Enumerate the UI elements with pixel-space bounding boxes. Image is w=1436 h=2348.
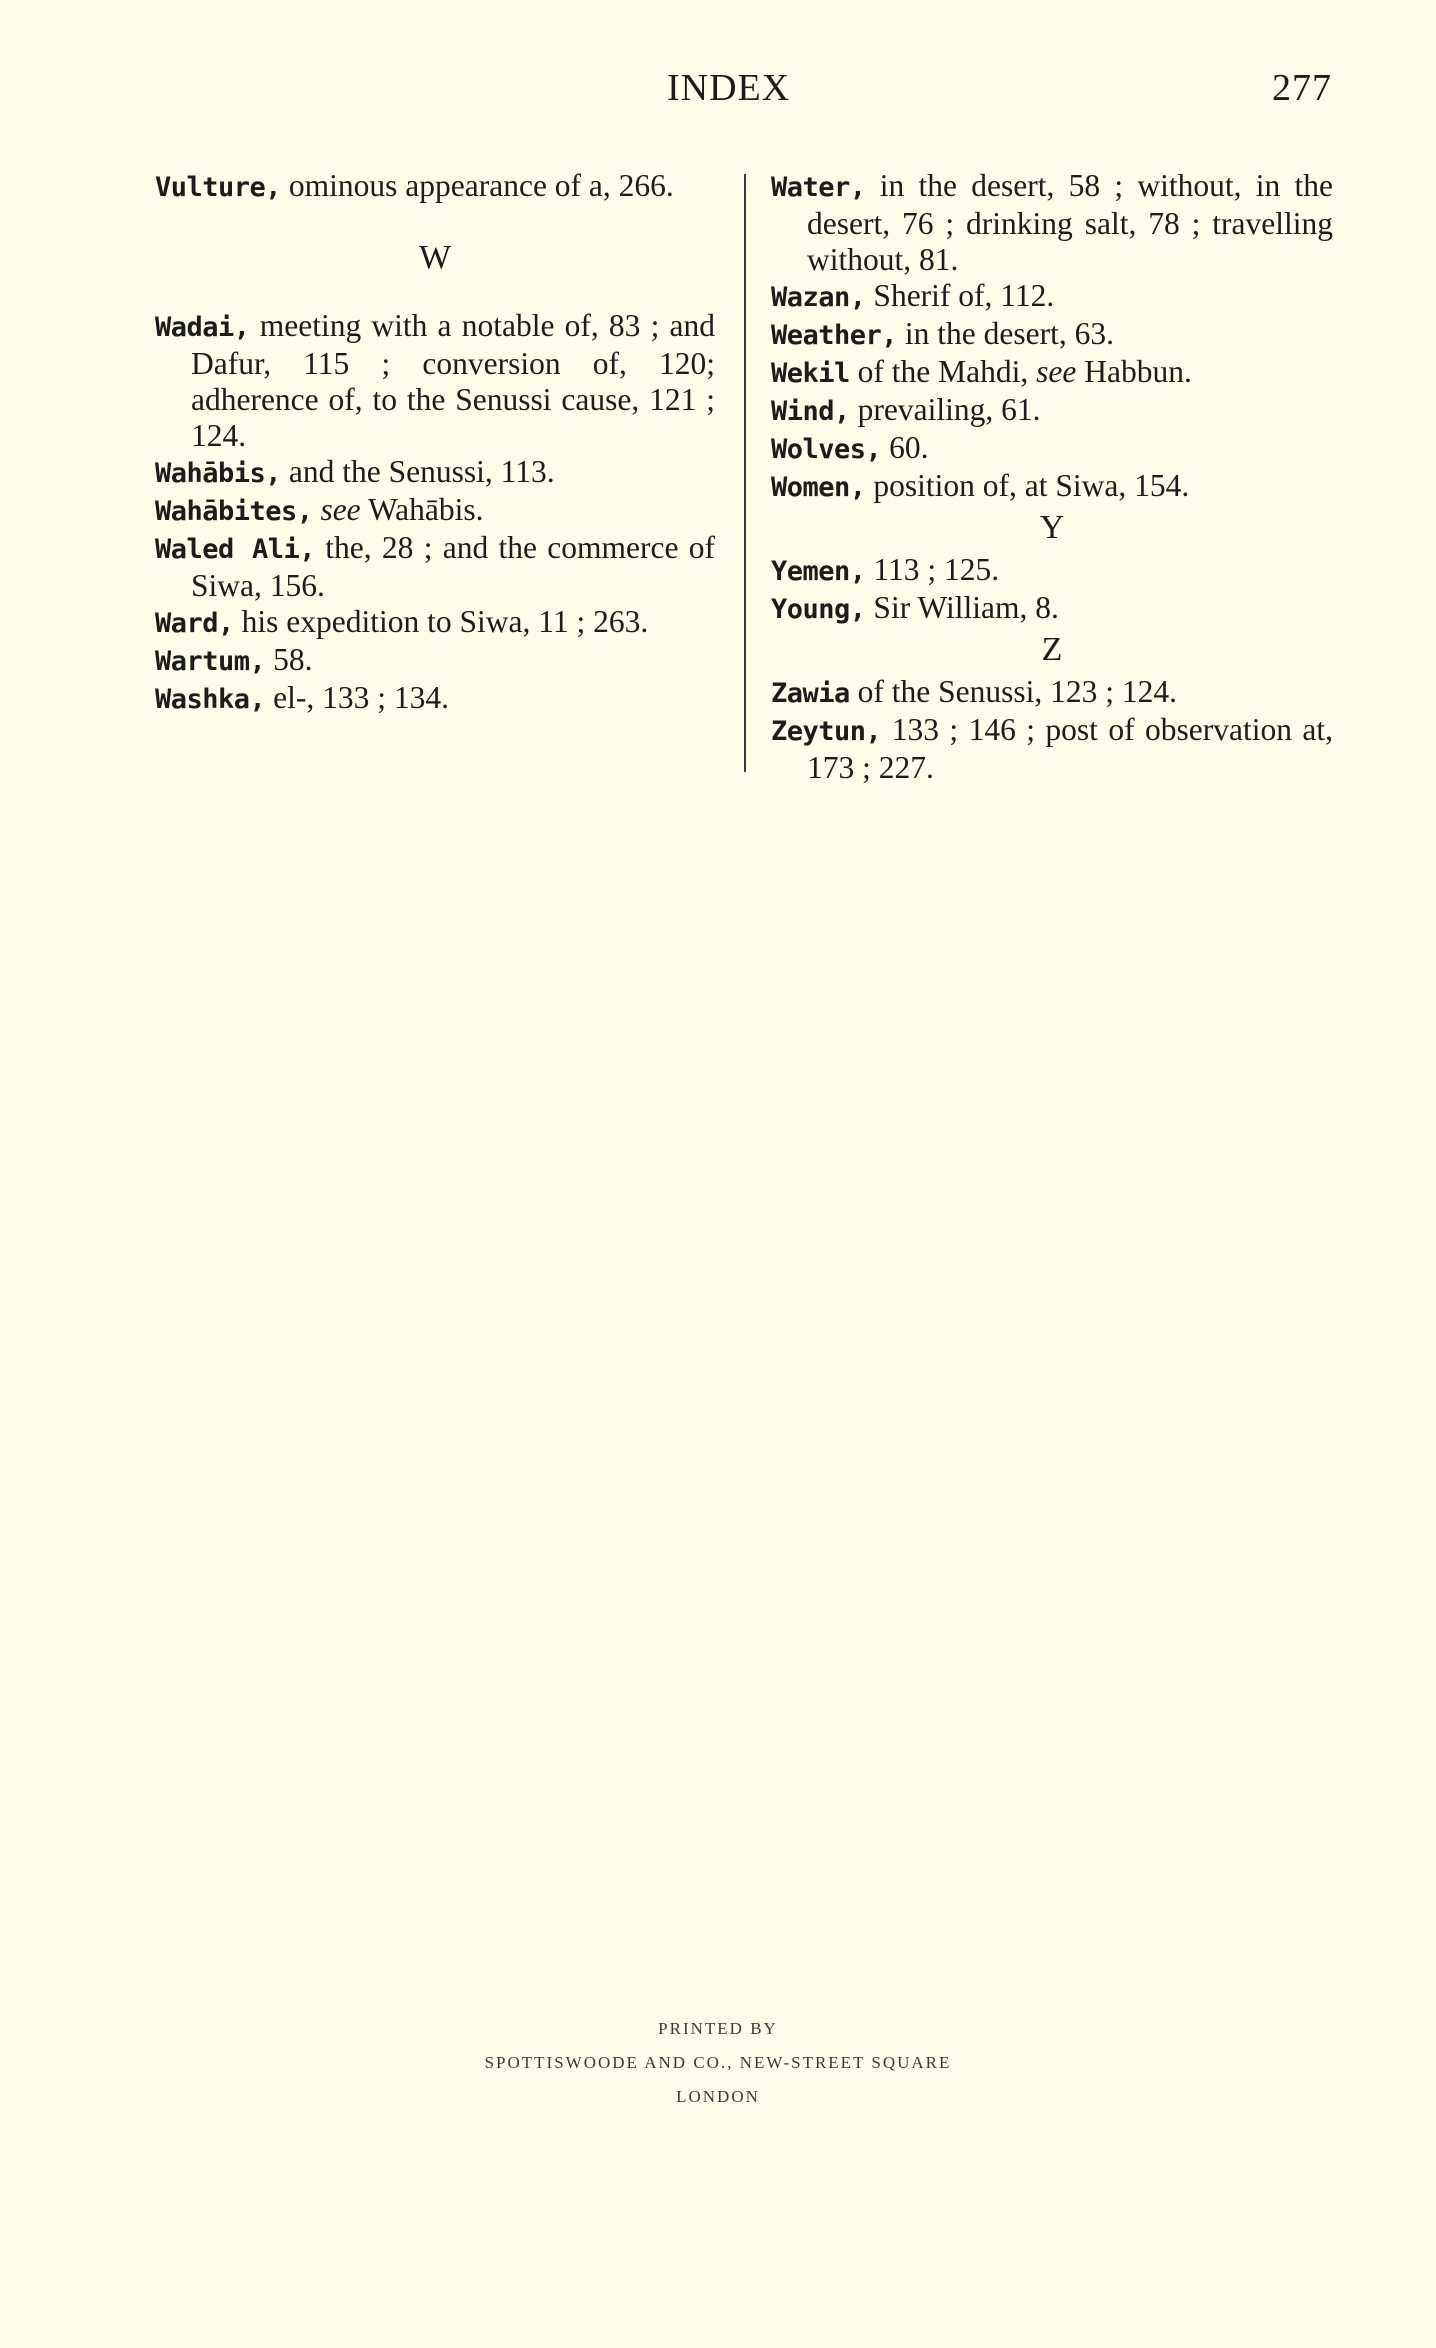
entry-headword: Weather, [771,320,898,351]
entry-headword: Wekil [771,358,850,389]
entry-headword: Women, [771,472,866,503]
index-entry-zeytun [771,712,1333,786]
entry-text: in the desert, 63. [897,316,1114,351]
entry-headword: Wahābites, [155,496,313,527]
running-head [0,66,1436,116]
entry-text: Sherif of, 112. [865,278,1055,313]
index-entry-water [771,168,1333,278]
entry-text: and the Senussi, 113. [281,454,555,489]
index-column-left [155,168,715,718]
entry-text: meeting with a notable of, 83 ; and Dafur, 115 ; conversion of, 120; adherence of, to the Senussi cause, 121 ; 124. [191,308,715,453]
index-entry-wartum [155,642,715,680]
entry-headword: Wahābis, [155,458,282,489]
page-number: 277 [1272,67,1332,109]
index-entry-wolves [771,430,1333,468]
entry-text: 58. [265,642,313,677]
index-entry-wekil [771,354,1333,392]
entry-headword: Water, [771,172,866,203]
entry-headword: Wartum, [155,646,266,677]
section-letter-w: W [418,239,452,276]
entry-headword: Wolves, [771,434,882,465]
entry-text: prevailing, 61. [849,392,1041,427]
printer-imprint [0,2012,1436,2114]
index-entry-ward [155,604,715,642]
imprint-line-3: LONDON [676,2087,760,2106]
entry-headword: Wadai, [155,312,250,343]
entry-text: 133 ; 146 ; post of observation at, 173 ; 227. [807,712,1333,785]
entry-text: Habbun. [1076,354,1192,389]
entry-text: of the Mahdi, [849,354,1037,389]
see-reference: see [1036,354,1077,389]
entry-headword: Zawia [771,678,850,709]
imprint-line-2: SPOTTISWOODE AND CO., NEW-STREET SQUARE [484,2053,952,2072]
entry-headword: Yemen, [771,556,866,587]
index-entry-wind [771,392,1333,430]
entry-text: 60. [881,430,929,465]
entry-text: his expedition to Siwa, 11 ; 263. [233,604,649,639]
entry-headword: Wind, [771,396,850,427]
index-entry-yemen [771,552,1333,590]
index-entry-wahabites [155,492,715,530]
column-divider [744,174,746,772]
entry-text: el-, 133 ; 134. [265,680,450,715]
index-entry-weather [771,316,1333,354]
entry-text: Sir William, 8. [865,590,1059,625]
section-letter-y: Y [1039,509,1065,546]
index-entry-wadai [155,308,715,454]
entry-headword: Vulture, [155,172,282,203]
index-entry-wahabis [155,454,715,492]
index-entry-wazan [771,278,1333,316]
index-entry-women [771,468,1333,506]
entry-headword: Waled Ali, [155,534,315,565]
entry-text: position of, at Siwa, 154. [865,468,1190,503]
entry-text: 113 ; 125. [865,552,1000,587]
entry-headword: Ward, [155,608,234,639]
entry-text: the, 28 ; and the commerce of Siwa, 156. [191,530,716,603]
entry-headword: Washka, [155,684,266,715]
index-entry-young [771,590,1333,628]
entry-headword: Wazan, [771,282,866,313]
index-column-right [771,168,1333,786]
index-entry-zawia [771,674,1333,712]
running-title: INDEX [667,67,791,109]
entry-text: in the desert, 58 ; without, in the desert, 76 ; drinking salt, 78 ; travelling without, 81. [807,168,1333,277]
entry-headword: Young, [771,594,866,625]
section-letter-z: Z [1041,631,1063,668]
index-entry-vulture [155,168,715,206]
imprint-line-1: PRINTED BY [658,2019,778,2038]
index-entry-washka [155,680,715,718]
see-reference: see [320,492,361,527]
entry-text: Wahābis. [360,492,484,527]
entry-headword: Zeytun, [771,716,882,747]
index-entry-waled-ali [155,530,715,604]
entry-text: ominous appearance of a, 266. [281,168,674,203]
entry-text: of the Senussi, 123 ; 124. [849,674,1178,709]
